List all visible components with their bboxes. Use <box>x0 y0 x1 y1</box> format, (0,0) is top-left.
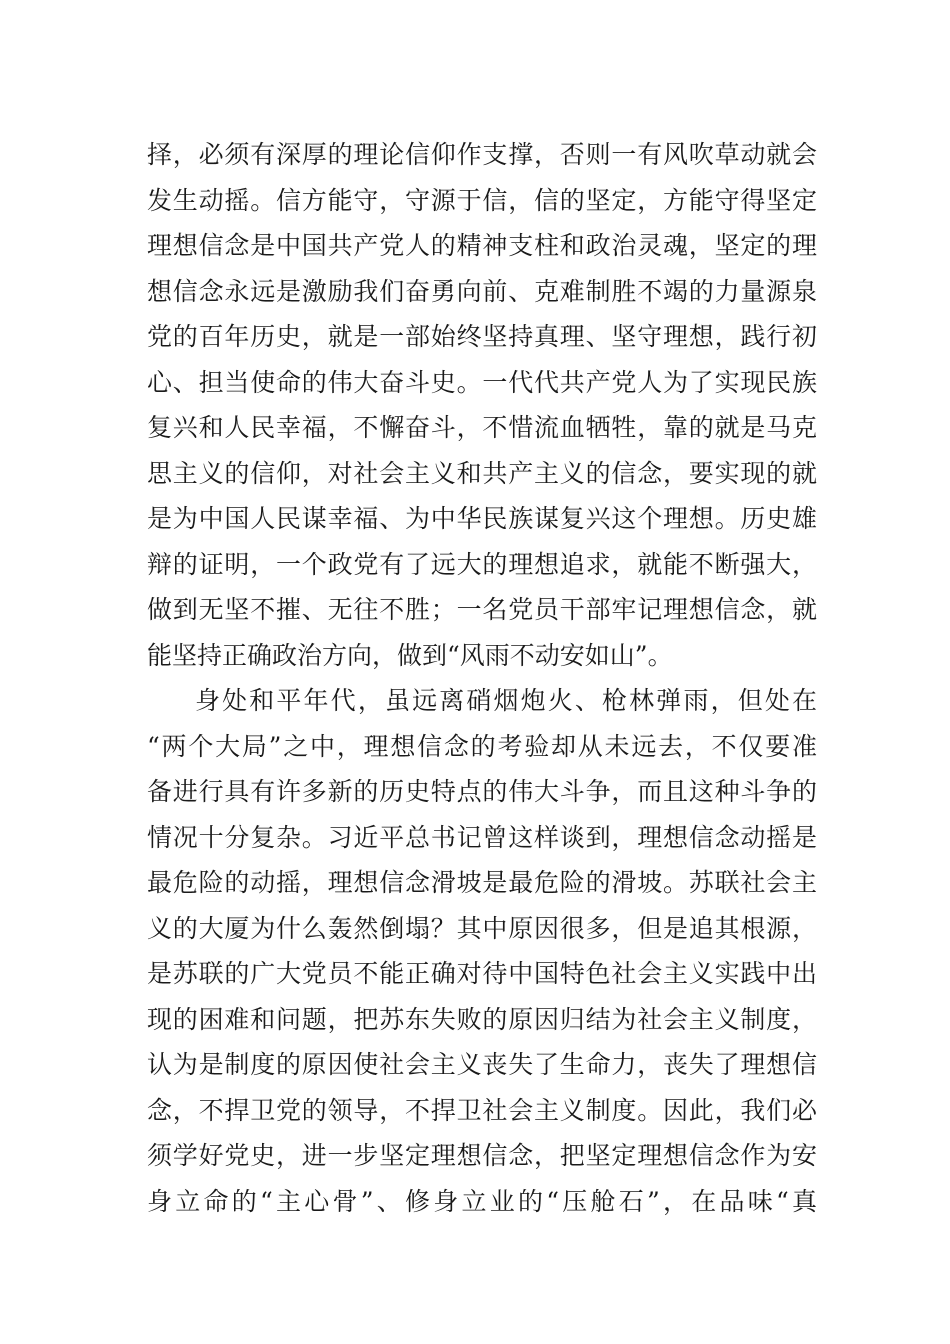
text-line: 发生动摇。信方能守，守源于信，信的坚定，方能守得坚定 <box>147 185 817 215</box>
text-line: 做到无坚不摧、无往不胜；一名党员干部牢记理想信念，就 <box>147 595 817 624</box>
text-line: 义的大厦为什么轰然倒塌？其中原因很多，但是追其根源， <box>147 913 817 943</box>
text-line: 身立命的“主心骨”、修身立业的“压舱石”，在品味“真 <box>147 1186 817 1216</box>
text-line: 复兴和人民幸福，不懈奋斗，不惜流血牺牲，靠的就是马克 <box>147 413 817 442</box>
text-line: 认为是制度的原因使社会主义丧失了生命力，丧失了理想信 <box>147 1050 817 1079</box>
text-line: 最危险的动摇，理想信念滑坡是最危险的滑坡。苏联社会主 <box>147 868 817 897</box>
text-line: 现的困难和问题，把苏东失败的原因归结为社会主义制度， <box>147 1004 817 1034</box>
text-line: 备进行具有许多新的历史特点的伟大斗争，而且这种斗争的 <box>147 777 817 806</box>
text-line: 思主义的信仰，对社会主义和共产主义的信念，要实现的就 <box>147 458 817 488</box>
text-line: 辩的证明，一个政党有了远大的理想追求，就能不断强大， <box>147 549 817 579</box>
paragraph-1 <box>147 132 817 678</box>
text-line: 情况十分复杂。习近平总书记曾这样谈到，理想信念动摇是 <box>147 822 817 852</box>
text-line: 择，必须有深厚的理论信仰作支撑，否则一有风吹草动就会 <box>147 140 817 169</box>
paragraph-2 <box>147 678 817 1224</box>
text-line: 念，不捍卫党的领导，不捍卫社会主义制度。因此，我们必 <box>147 1095 817 1125</box>
text-line: 须学好党史，进一步坚定理想信念，把坚定理想信念作为安 <box>147 1141 817 1170</box>
text-line: 党的百年历史，就是一部始终坚持真理、坚守理想，践行初 <box>147 322 817 351</box>
text-line: 想信念永远是激励我们奋勇向前、克难制胜不竭的力量源泉 <box>147 276 817 306</box>
text-line: 能坚持正确政治方向，做到“风雨不动安如山”。 <box>147 640 673 670</box>
text-line: 理想信念是中国共产党人的精神支柱和政治灵魂，坚定的理 <box>147 231 817 260</box>
text-line: 是苏联的广大党员不能正确对待中国特色社会主义实践中出 <box>147 959 817 988</box>
text-line: 是为中国人民谋幸福、为中华民族谋复兴这个理想。历史雄 <box>147 504 817 533</box>
text-line: 心、担当使命的伟大奋斗史。一代代共产党人为了实现民族 <box>147 367 817 397</box>
body-text <box>147 132 817 1224</box>
text-line: 身处和平年代，虽远离硝烟炮火、枪林弹雨，但处在 <box>195 686 817 715</box>
text-line: “两个大局”之中，理想信念的考验却从未远去，不仅要准 <box>147 731 817 761</box>
